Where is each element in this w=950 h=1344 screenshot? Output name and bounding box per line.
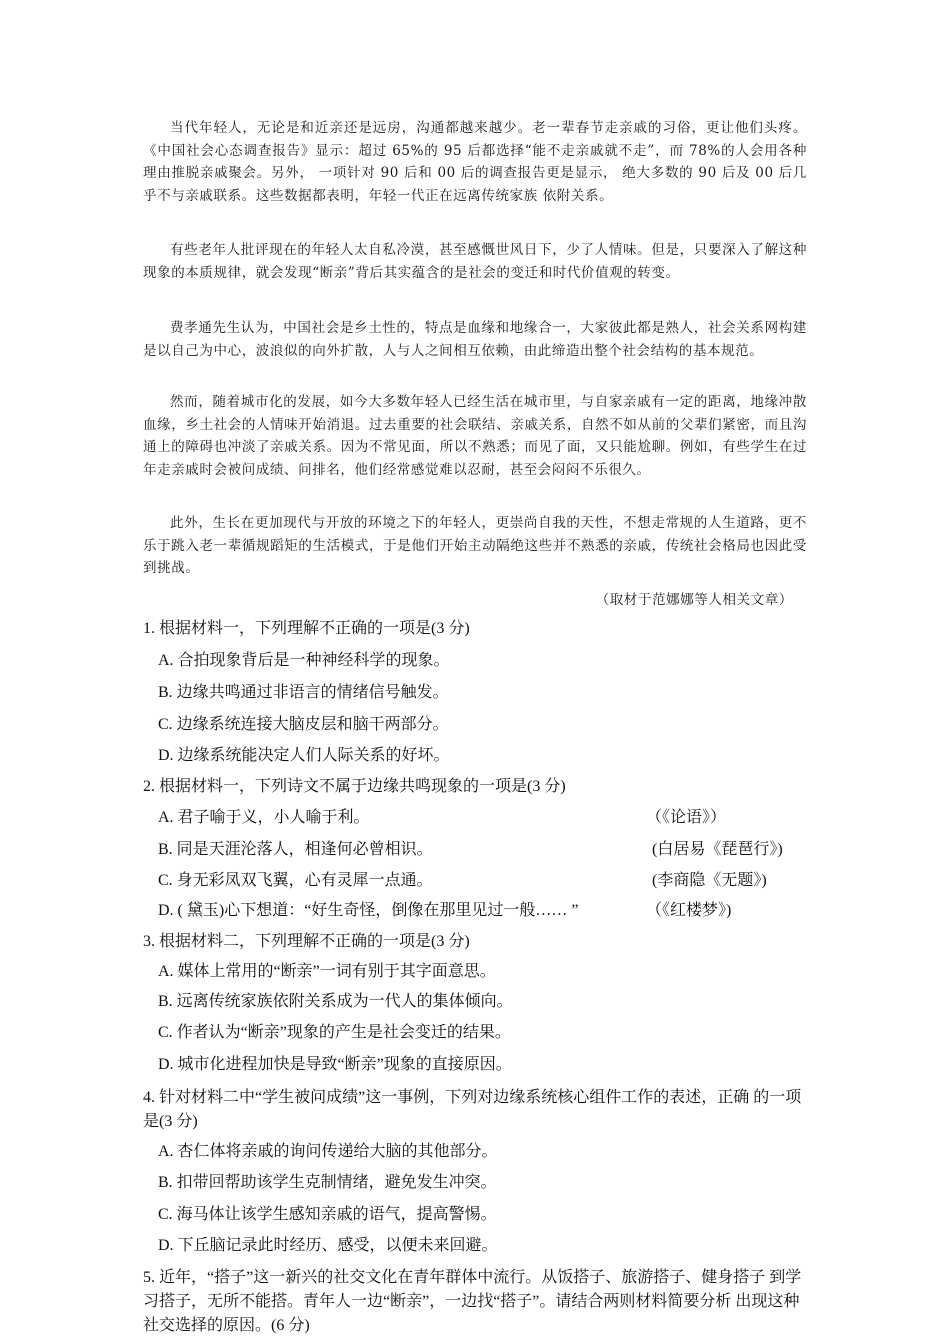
question-4-option-d: D. 下丘脑记录此时经历、感受，以便未来回避。 [158,1237,498,1254]
question-2-option-d-cite: （《红楼梦》) [646,902,732,919]
passage-paragraph-2: 有些老年人批评现在的年轻人太自私冷漠，甚至感慨世风日下，少了人情味。但是，只要深入了解这种现象的本质规律，就会发现“断亲”背后其实蕴含的是社会的变迁和时代价值观的转变。 [143,242,807,281]
question-2-stem: 2. 根据材料一，下列诗文不属于边缘共鸣现象的一项是(3 分) [143,778,566,795]
passage-paragraph-4: 然而，随着城市化的发展，如今大多数年轻人已经生活在城市里，与自家亲戚有一定的距离，地缘冲散血缘，乡土社会的人情味开始消退。过去重要的社会联结、亲戚关系，自然不如从前的父辈们紧密，而且沟通上的障碍也冲淡了亲戚关系。因为不常见面，所以不熟悉；而见了面，又只能尬聊。例如，有些学生在过年走亲戚时会被问成绩、问排名，他们经常感觉难以忍耐，甚至会闷闷不乐很久。 [143,394,807,478]
question-4-option-a: A. 杏仁体将亲戚的询问传递给大脑的其他部分。 [158,1143,498,1160]
question-2-option-b: B. 同是天涯沦落人，相逢何必曾相识。 [158,841,433,858]
question-3-option-a: A. 媒体上常用的“断亲”一词有别于其字面意思。 [158,963,496,980]
question-3-option-c: C. 作者认为“断亲”现象的产生是社会变迁的结果。 [158,1024,511,1041]
question-1-option-d: D. 边缘系统能决定人们人际关系的好坏。 [158,747,450,764]
question-5-stem: 5. 近年，“搭子”这一新兴的社交文化在青年群体中流行。从饭搭子、旅游搭子、健身搭子 到学习搭子，无所不能搭。青年人一边“断亲”，一边找“搭子”。请结合两则材料简要分析 出现这种社交选择的原因。(6 分) [143,1269,802,1334]
question-3-stem: 3. 根据材料二，下列理解不正确的一项是(3 分) [143,933,470,950]
question-2-option-a: A. 君子喻于义，小人喻于利。 [158,809,370,826]
question-2-option-c: C. 身无彩凤双飞翼，心有灵犀一点通。 [158,872,433,889]
question-3-option-d: D. 城市化进程加快是导致“断亲”现象的直接原因。 [158,1056,512,1073]
question-1-option-c: C. 边缘系统连接大脑皮层和脑干两部分。 [158,716,449,733]
passage-paragraph-3: 费孝通先生认为，中国社会是乡土性的，特点是血缘和地缘合一，大家彼此都是熟人，社会关系网构建是以自己为中心，波浪似的向外扩散，人与人之间相互依赖，由此缔造出整个社会结构的基本规范。 [143,320,807,359]
question-2-option-c-cite: (李商隐《无题》) [652,872,767,889]
passage-paragraph-5: 此外，生长在更加现代与开放的环境之下的年轻人，更崇尚自我的天性，不想走常规的人生道路，更不乐于跳入老一辈循规蹈矩的生活模式，于是他们开始主动隔绝这些并不熟悉的亲戚，传统社会格局也因此受到挑战。 [143,515,807,576]
question-3-option-b: B. 远离传统家族依附关系成为一代人的集体倾向。 [158,993,513,1010]
question-2-option-d: D. ( 黛玉)心下想道：“好生奇怪，倒像在那里见过一般…… ” [158,902,579,919]
question-1-option-b: B. 边缘共鸣通过非语言的情绪信号触发。 [158,684,449,701]
question-2-option-b-cite: (白居易《琵琶行》) [652,841,783,858]
question-4-stem: 4. 针对材料二中“学生被问成绩”这一事例，下列对边缘系统核心组件工作的表述，正确 的一项是(3 分) [143,1089,802,1130]
question-4-option-c: C. 海马体让该学生感知亲戚的语气，提高警惕。 [158,1206,497,1223]
question-1-option-a: A. 合拍现象背后是一种神经科学的现象。 [158,652,450,669]
question-4-option-b: B. 扣带回帮助该学生克制情绪，避免发生冲突。 [158,1174,497,1191]
passage-source: （取材于范娜娜等人相关文章） [595,592,793,608]
passage-paragraph-1: 当代年轻人，无论是和近亲还是远房，沟通都越来越少。老一辈春节走亲戚的习俗，更让他们头疼。《中国社会心态调查报告》显示：超过 65%的 95 后都选择“能不走亲戚就不走”，而 78%的人会用各种理由推脱亲戚聚会。另外， 一项针对 90 后和 00 后的调查报告更是显示， 绝大多数的 90 后及 00 后几乎不与亲戚联系。这些数据都表明，年轻一代正在远离传统家族 依附关系。 [143,120,807,204]
question-1-stem: 1. 根据材料一，下列理解不正确的一项是(3 分) [143,620,470,637]
question-2-option-a-cite: （《论语》） [646,809,727,826]
